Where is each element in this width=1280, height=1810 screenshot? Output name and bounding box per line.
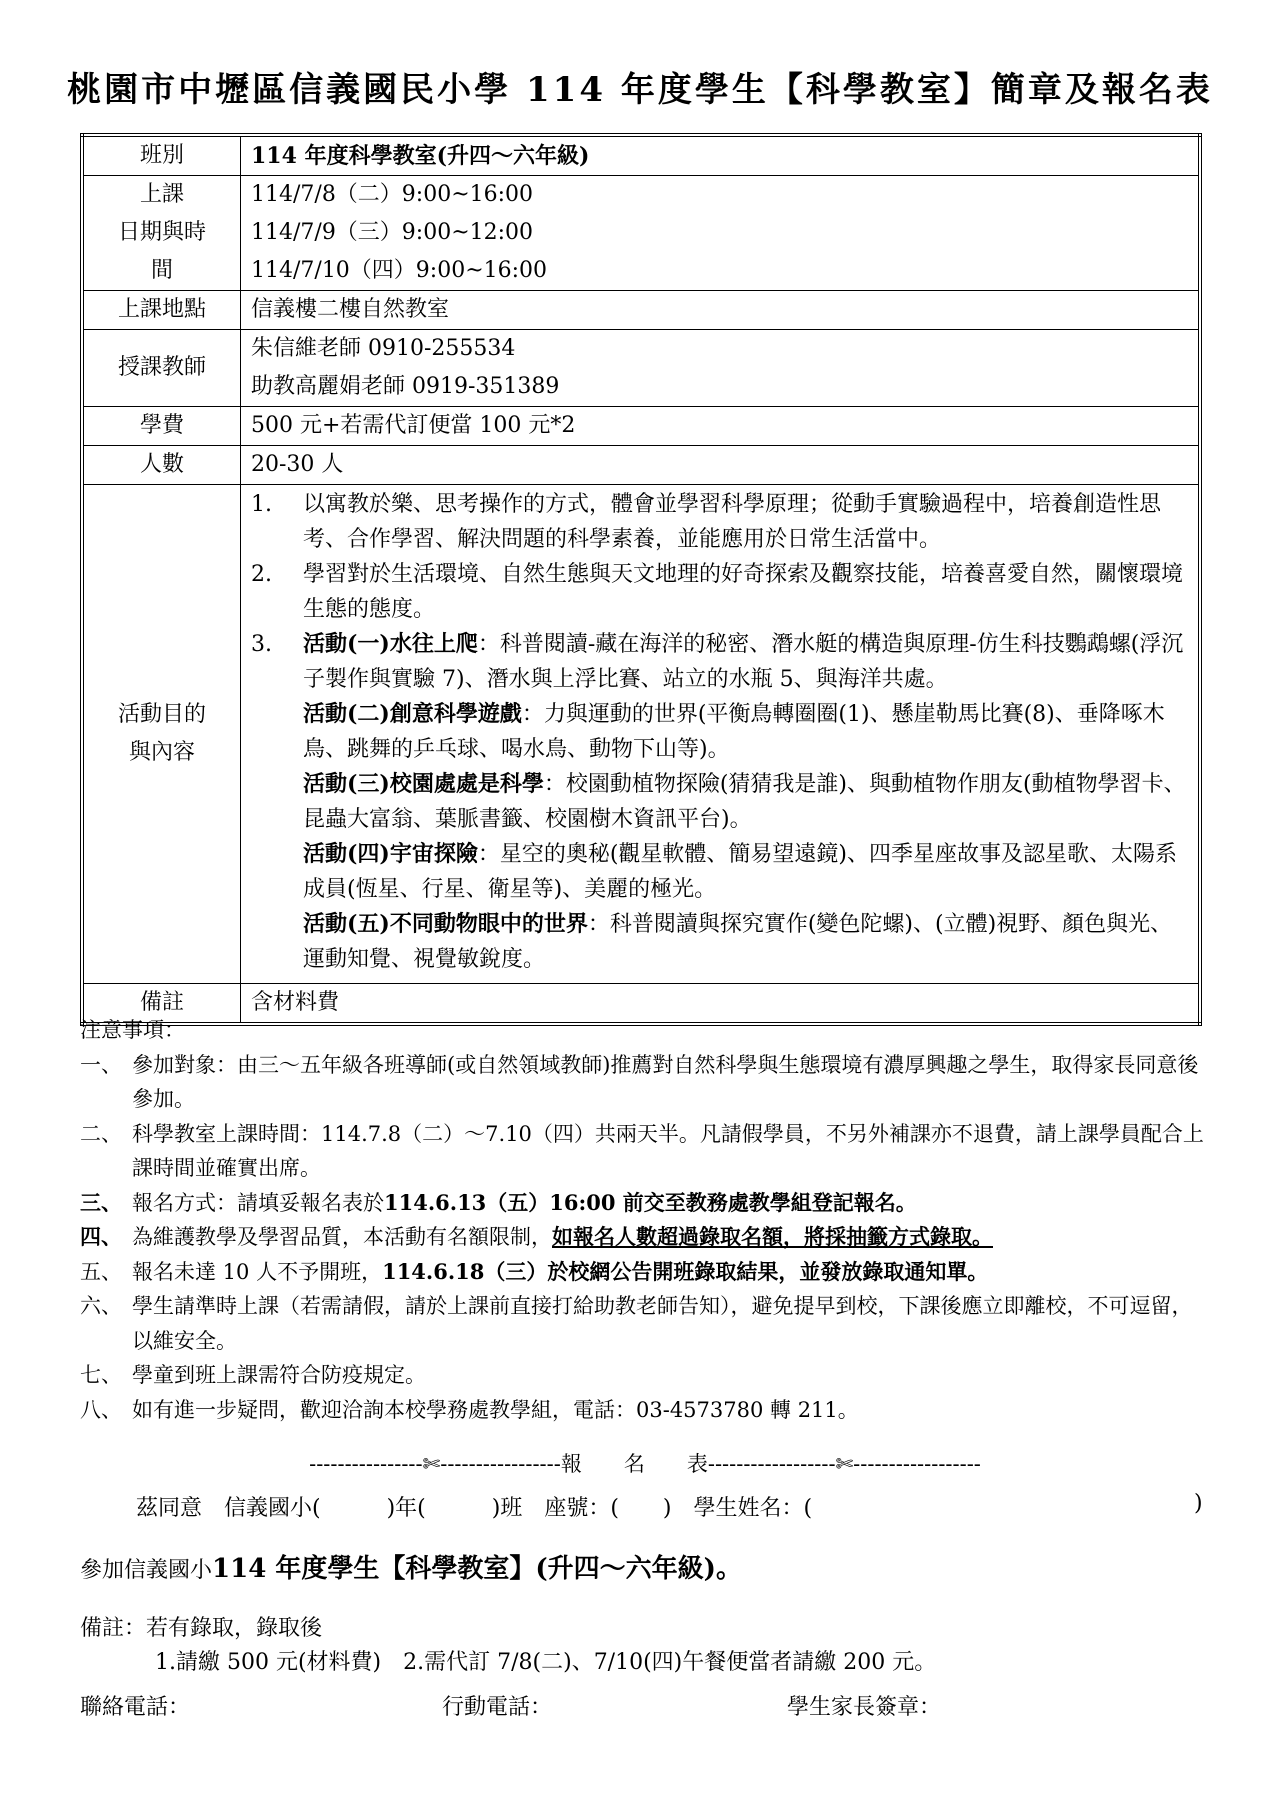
purpose-row — [82, 485, 1200, 984]
note-text: 如有進一步疑問，歡迎洽詢本校學務處教學組，電話：03-4573780 轉 211。 — [132, 1397, 859, 1422]
note-text: 學生請準時上課（若需請假，請於上課前直接打給助教老師告知），避免提早到校，下課後應立即離校，不可逗留，以維安全。 — [132, 1294, 1193, 1353]
activity-text: ：校園動植物探險(猜猜我是誰)、與動植物作朋友(動植物學習卡、昆蟲大富翁、葉脈書籤、校園樹木資訊平台)。 — [303, 772, 1186, 832]
teacher-value — [241, 330, 1201, 407]
purpose-number: 1. — [251, 492, 272, 517]
note-item — [80, 1117, 1210, 1186]
activity-5 — [303, 907, 1188, 977]
purpose-value — [241, 485, 1201, 984]
note-number: 二、 — [80, 1121, 122, 1146]
activity-text: ：星空的奧秘(觀星軟體、簡易望遠鏡)、四季星座故事及認星歌、太陽系成員(恆星、行星、衛星等)、美麗的極光。 — [303, 842, 1177, 902]
activity-title: 活動(五)不同動物眼中的世界 — [303, 911, 588, 937]
class-value: 114 年度科學教室(升四～六年級) — [241, 135, 1201, 176]
note-number: 三、 — [80, 1189, 122, 1215]
note-text-underlined: 如報名人數超過錄取名額，將採抽籤方式錄取。 — [552, 1224, 993, 1249]
schedule-label-line: 間 — [150, 258, 173, 283]
note-text: 學童到班上課需符合防疫規定。 — [132, 1363, 426, 1387]
parent-signature-field: 學生家長簽章： — [787, 1695, 942, 1720]
activities-item — [251, 627, 1188, 977]
activity-title: 活動(二)創意科學遊戲 — [303, 701, 522, 727]
schedule-row — [82, 176, 1200, 291]
note-text: 參加對象：由三～五年級各班導師(或自然領域教師)推薦對自然科學與生態環境有濃厚興趣之學生，取得家長同意後參加。 — [132, 1052, 1199, 1111]
note-item — [80, 1255, 1210, 1290]
fee-row — [82, 407, 1200, 446]
count-value: 20-30 人 — [241, 446, 1201, 485]
teacher-row — [82, 330, 1200, 407]
contact-phone-field: 聯絡電話： — [80, 1695, 191, 1720]
purpose-list — [251, 485, 1188, 983]
activity-text: ：力與運動的世界(平衡鳥轉圈圈(1)、懸崖勒馬比賽(8)、垂降啄木鳥、跳舞的乒乓球、喝水鳥、動物下山等)。 — [303, 702, 1165, 762]
purpose-label — [82, 485, 241, 984]
activity-3 — [303, 767, 1188, 837]
note-text: 報名未達 10 人不予開班， — [132, 1259, 383, 1284]
form-remark-line-2: 1.請繳 500 元(材料費) 2.需代訂 7/8(二)、7/10(四)午餐便當者請繳 200 元。 — [155, 1650, 937, 1675]
schedule-label — [82, 176, 241, 291]
agreement-line: 茲同意 信義國小( )年( )班 座號：( ) 學生姓名：( — [136, 1496, 813, 1521]
fee-value: 500 元+若需代訂便當 100 元*2 — [241, 407, 1201, 446]
activity-title: 活動(一)水往上爬 — [303, 631, 478, 657]
count-row — [82, 446, 1200, 485]
activity-4 — [303, 837, 1188, 907]
activity-text: ：科普閱讀-藏在海洋的秘密、潛水艇的構造與原理-仿生科技鸚鵡螺(浮沉子製作與實驗 7)、潛水與上浮比賽、站立的水瓶 5、與海洋共處。 — [303, 632, 1184, 692]
purpose-text: 學習對於生活環境、自然生態與天文地理的好奇探索及觀察技能，培養喜愛自然，關懷環境生態的態度。 — [303, 562, 1184, 622]
note-number: 八、 — [80, 1397, 122, 1422]
notes-section — [80, 1013, 1210, 1427]
purpose-text: 以寓教於樂、思考操作的方式，體會並學習科學原理；從動手實驗過程中，培養創造性思考、合作學習、解決問題的科學素養，並能應用於日常生活當中。 — [303, 492, 1162, 552]
form-remark-line-1: 備註：若有錄取，錄取後 — [80, 1616, 323, 1641]
info-table — [80, 133, 1202, 1026]
note-number: 六、 — [80, 1294, 122, 1318]
note-number: 五、 — [80, 1259, 122, 1284]
purpose-item — [251, 557, 1188, 627]
teacher-label: 授課教師 — [82, 330, 241, 407]
note-item — [80, 1186, 1210, 1221]
note-text: 科學教室上課時間：114.7.8（二）～7.10（四）共兩天半。凡請假學員，不另外補課亦不退費，請上課學員配合上課時間並確實出席。 — [132, 1121, 1204, 1180]
schedule-label-line: 日期與時 — [117, 220, 206, 245]
remark-label: 備註 — [82, 984, 241, 1025]
note-item — [80, 1393, 1210, 1428]
teacher-line: 朱信維老師 0910-255534 — [251, 336, 516, 361]
fee-label: 學費 — [82, 407, 241, 446]
schedule-line: 114/7/8（二）9:00~16:00 — [251, 182, 534, 207]
note-text-bold: 114.6.13（五）16:00 前交至教務處教學組登記報名。 — [384, 1189, 917, 1215]
location-label: 上課地點 — [82, 291, 241, 330]
purpose-label-line: 與內容 — [128, 740, 195, 765]
form-title: 報 名 表 — [560, 1452, 708, 1476]
activity-title: 活動(四)宇宙探險 — [303, 841, 478, 867]
agreement-close-paren: ) — [1194, 1491, 1203, 1516]
activity-title: 活動(三)校園處處是科學 — [303, 771, 544, 797]
purpose-number: 3. — [251, 632, 272, 657]
location-value: 信義樓二樓自然教室 — [241, 291, 1201, 330]
contact-mobile-field: 行動電話： — [442, 1695, 553, 1720]
note-text: 為維護教學及學習品質，本活動有名額限制， — [132, 1225, 552, 1249]
note-number: 七、 — [80, 1363, 122, 1387]
join-statement — [80, 1548, 742, 1585]
activity-2 — [303, 697, 1188, 767]
note-text: 報名方式：請填妥報名表於 — [132, 1190, 384, 1215]
page-title: 桃園市中壢區信義國民小學 114 年度學生【科學教室】簡章及報名表 — [67, 70, 1213, 110]
schedule-value — [241, 176, 1201, 291]
note-number: 一、 — [80, 1052, 122, 1077]
schedule-label-line: 上課 — [139, 182, 184, 207]
cut-line — [80, 1448, 1210, 1478]
purpose-item — [251, 487, 1188, 557]
cut-line-right: ------------------✄------------------ — [707, 1452, 981, 1476]
location-row — [82, 291, 1200, 330]
activity-text: ：科普閱讀與探究實作(變色陀螺)、(立體)視野、顏色與光、運動知覺、視覺敏銳度。 — [303, 912, 1173, 972]
note-item — [80, 1358, 1210, 1393]
purpose-number: 2. — [251, 562, 272, 587]
class-row — [82, 135, 1200, 176]
notes-heading: 注意事項： — [80, 1018, 185, 1042]
cut-line-left: ----------------✄----------------- — [309, 1452, 561, 1476]
purpose-label-line: 活動目的 — [117, 702, 206, 727]
schedule-line: 114/7/10（四）9:00~16:00 — [251, 258, 548, 283]
remark-value: 含材料費 — [241, 984, 1201, 1025]
note-item — [80, 1048, 1210, 1117]
activity-1 — [303, 627, 1188, 697]
count-label: 人數 — [82, 446, 241, 485]
note-item — [80, 1289, 1210, 1358]
join-text: 參加信義國小 — [80, 1558, 213, 1583]
note-text-bold: 114.6.18（三）於校網公告開班錄取結果，並發放錄取通知單。 — [382, 1258, 989, 1284]
schedule-line: 114/7/9（三）9:00~12:00 — [251, 220, 534, 245]
join-program: 114 年度學生【科學教室】(升四～六年級)。 — [212, 1554, 742, 1584]
note-item — [80, 1220, 1210, 1255]
class-label: 班別 — [82, 135, 241, 176]
teacher-line: 助教高麗娟老師 0919-351389 — [251, 374, 560, 399]
note-number: 四、 — [80, 1224, 122, 1249]
